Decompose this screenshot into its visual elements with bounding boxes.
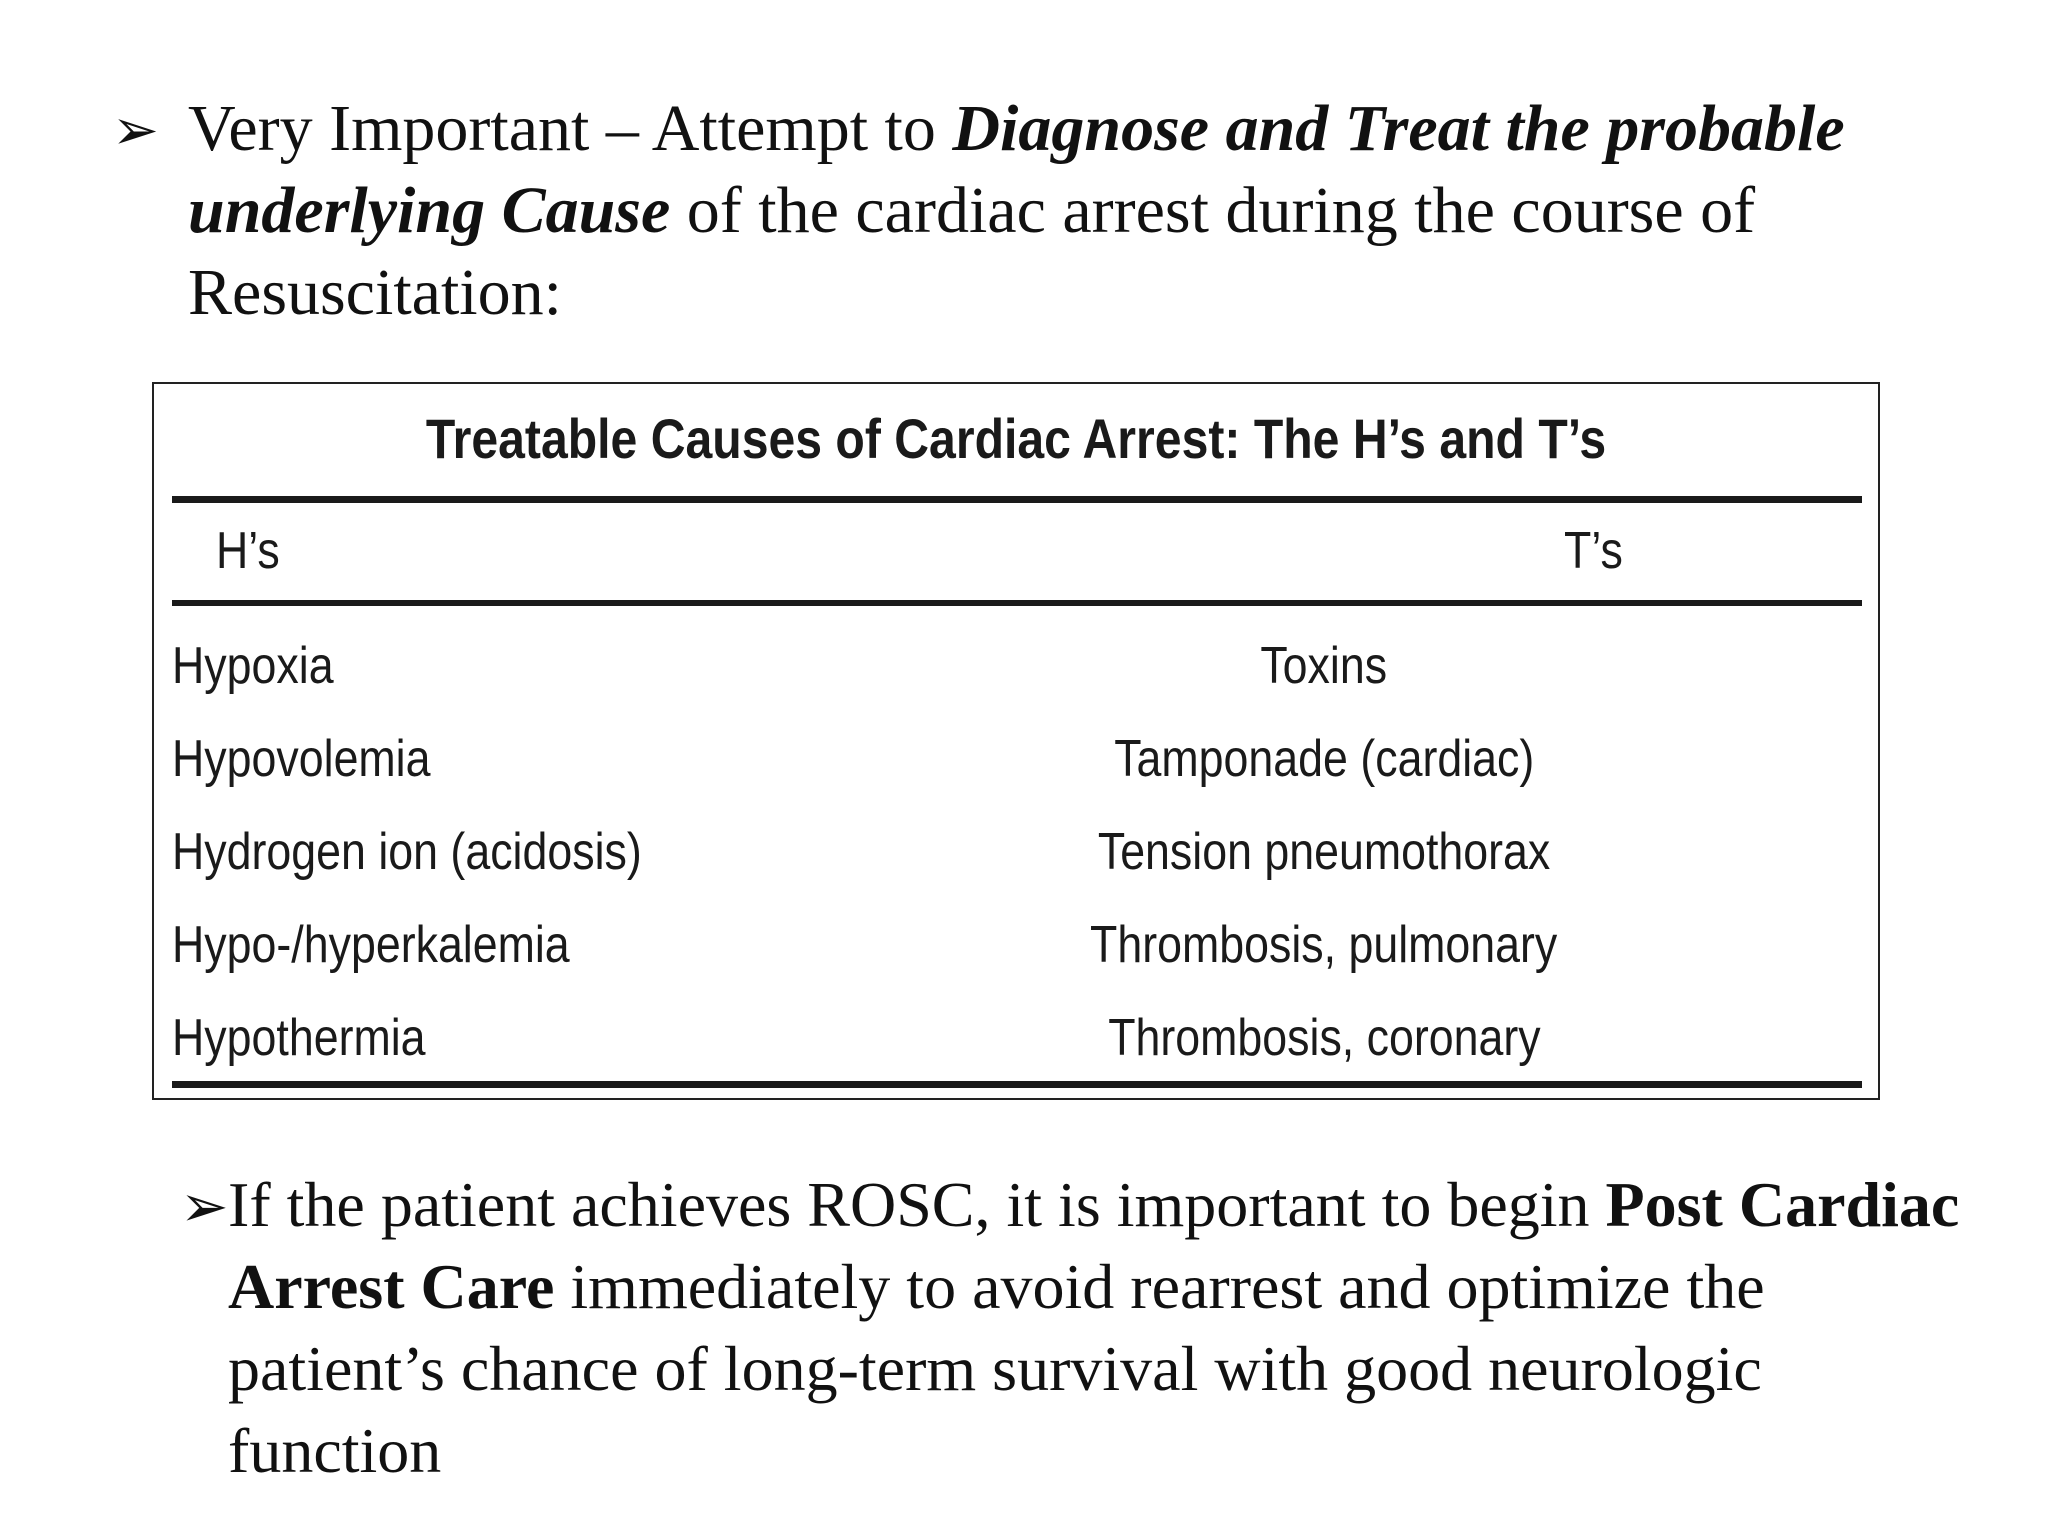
bullet-text: [188, 88, 1948, 334]
bullet-text-emphasis: Post Cardiac Arrest Care: [228, 1169, 1960, 1322]
bullet-post-arrest-care: [180, 1164, 1980, 1492]
t-cause: Toxins: [1260, 637, 1388, 695]
table-row: [172, 713, 1862, 806]
table-row: [172, 899, 1862, 992]
table-header-rule: [172, 600, 1862, 606]
bullet-text: [228, 1164, 1968, 1492]
h-cause: Hypo-/hyperkalemia: [172, 916, 570, 974]
bullet-text-suffix: immediately to avoid rearrest and optimize the patient’s chance of long-term survival with good neurologic function: [228, 1251, 1765, 1486]
h-cause: Hypothermia: [172, 1009, 426, 1067]
table-row: [172, 992, 1862, 1085]
causes-table: [152, 382, 1880, 1100]
table-row: [172, 806, 1862, 899]
t-cause: Tension pneumothorax: [1097, 823, 1551, 881]
bullet-text-suffix: of the cardiac arrest during the course of Resuscitation:: [188, 174, 1756, 329]
bullet-text-prefix: If the patient achieves ROSC, it is important to begin: [228, 1169, 1606, 1240]
column-header-hs: H’s: [216, 522, 280, 580]
table-body: [172, 620, 1862, 1085]
t-cause: Thrombosis, pulmonary: [1090, 916, 1558, 974]
column-header-ts: T’s: [1564, 522, 1623, 580]
bullet-text-emphasis: Diagnose and Treat the probable underlying Cause: [188, 92, 1845, 247]
t-cause: Thrombosis, coronary: [1107, 1009, 1541, 1067]
table-bottom-rule: [172, 1081, 1862, 1088]
table-row: [172, 620, 1862, 713]
bullet-diagnose-treat: [112, 88, 1952, 334]
h-cause: Hypovolemia: [172, 730, 431, 788]
arrow-bullet-icon: ➢: [112, 100, 159, 162]
table-title: Treatable Causes of Cardiac Arrest: The H’s and T’s: [425, 407, 1607, 470]
h-cause: Hypoxia: [172, 637, 334, 695]
arrow-bullet-icon: ➢: [180, 1174, 229, 1239]
table-top-rule: [172, 496, 1862, 503]
h-cause: Hydrogen ion (acidosis): [172, 823, 642, 881]
bullet-text-prefix: Very Important – Attempt to: [188, 92, 953, 165]
t-cause: Tamponade (cardiac): [1113, 730, 1535, 788]
